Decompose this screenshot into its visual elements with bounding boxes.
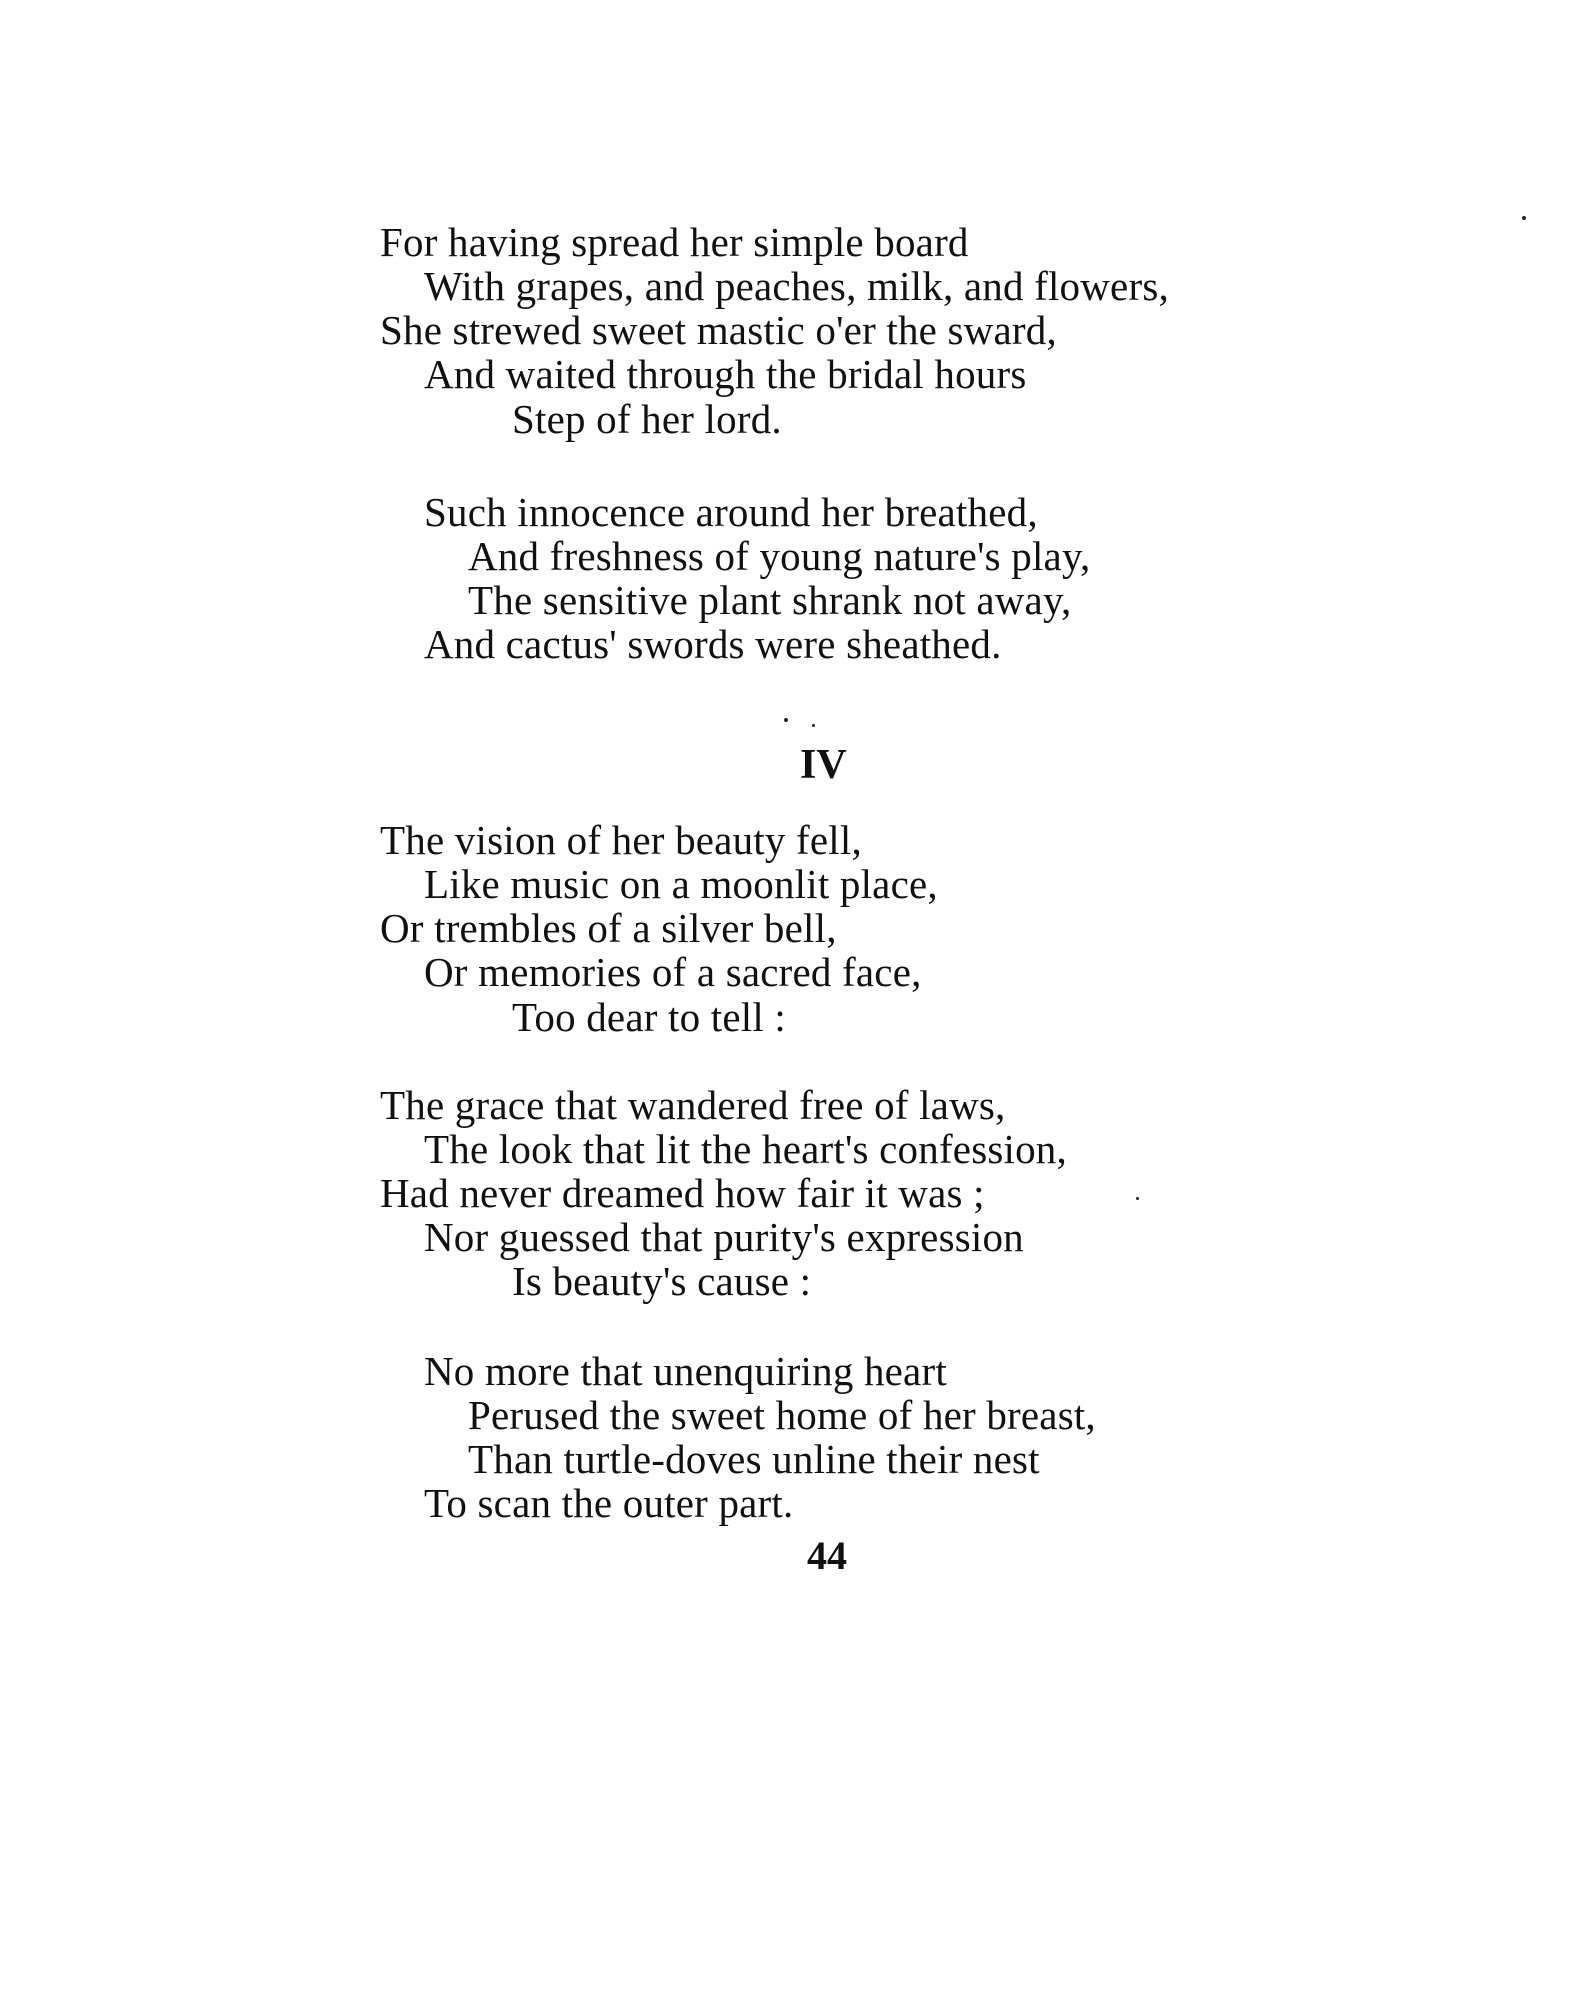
poem-line: Or memories of a sacred face, bbox=[424, 949, 922, 995]
poem-line: Perused the sweet home of her breast, bbox=[468, 1392, 1096, 1438]
scan-speck bbox=[784, 718, 788, 722]
poem-line: Nor guessed that purity's expression bbox=[424, 1214, 1024, 1260]
poem-line: For having spread her simple board bbox=[380, 219, 969, 265]
poem-line: And waited through the bridal hours bbox=[424, 351, 1027, 397]
poem-line: Too dear to tell : bbox=[512, 994, 786, 1040]
poem-line: Is beauty's cause : bbox=[512, 1258, 812, 1304]
poem-line: No more that unenquiring heart bbox=[424, 1348, 947, 1394]
poem-line: The vision of her beauty fell, bbox=[380, 817, 862, 863]
poem-line: The look that lit the heart's confession, bbox=[424, 1126, 1067, 1172]
poem-line: She strewed sweet mastic o'er the sward, bbox=[380, 307, 1057, 353]
scan-speck bbox=[1136, 1197, 1139, 1200]
poem-line: Or trembles of a silver bell, bbox=[380, 905, 837, 951]
poem-line: With grapes, and peaches, milk, and flowers, bbox=[424, 263, 1169, 309]
poem-line: The grace that wandered free of laws, bbox=[380, 1082, 1006, 1128]
scan-speck bbox=[812, 724, 815, 727]
poem-line: To scan the outer part. bbox=[424, 1480, 794, 1526]
scan-speck bbox=[1522, 216, 1526, 220]
section-heading: IV bbox=[800, 742, 847, 788]
poem-line: The sensitive plant shrank not away, bbox=[468, 577, 1072, 623]
poem-line: Step of her lord. bbox=[512, 396, 782, 442]
poem-line: And cactus' swords were sheathed. bbox=[424, 621, 1002, 667]
poem-line: Had never dreamed how fair it was ; bbox=[380, 1170, 985, 1216]
poem-line: Such innocence around her breathed, bbox=[424, 489, 1038, 535]
poem-line: Than turtle-doves unline their nest bbox=[468, 1436, 1040, 1482]
poem-line: And freshness of young nature's play, bbox=[468, 533, 1091, 579]
page-number: 44 bbox=[807, 1533, 847, 1578]
poem-line: Like music on a moonlit place, bbox=[424, 861, 938, 907]
